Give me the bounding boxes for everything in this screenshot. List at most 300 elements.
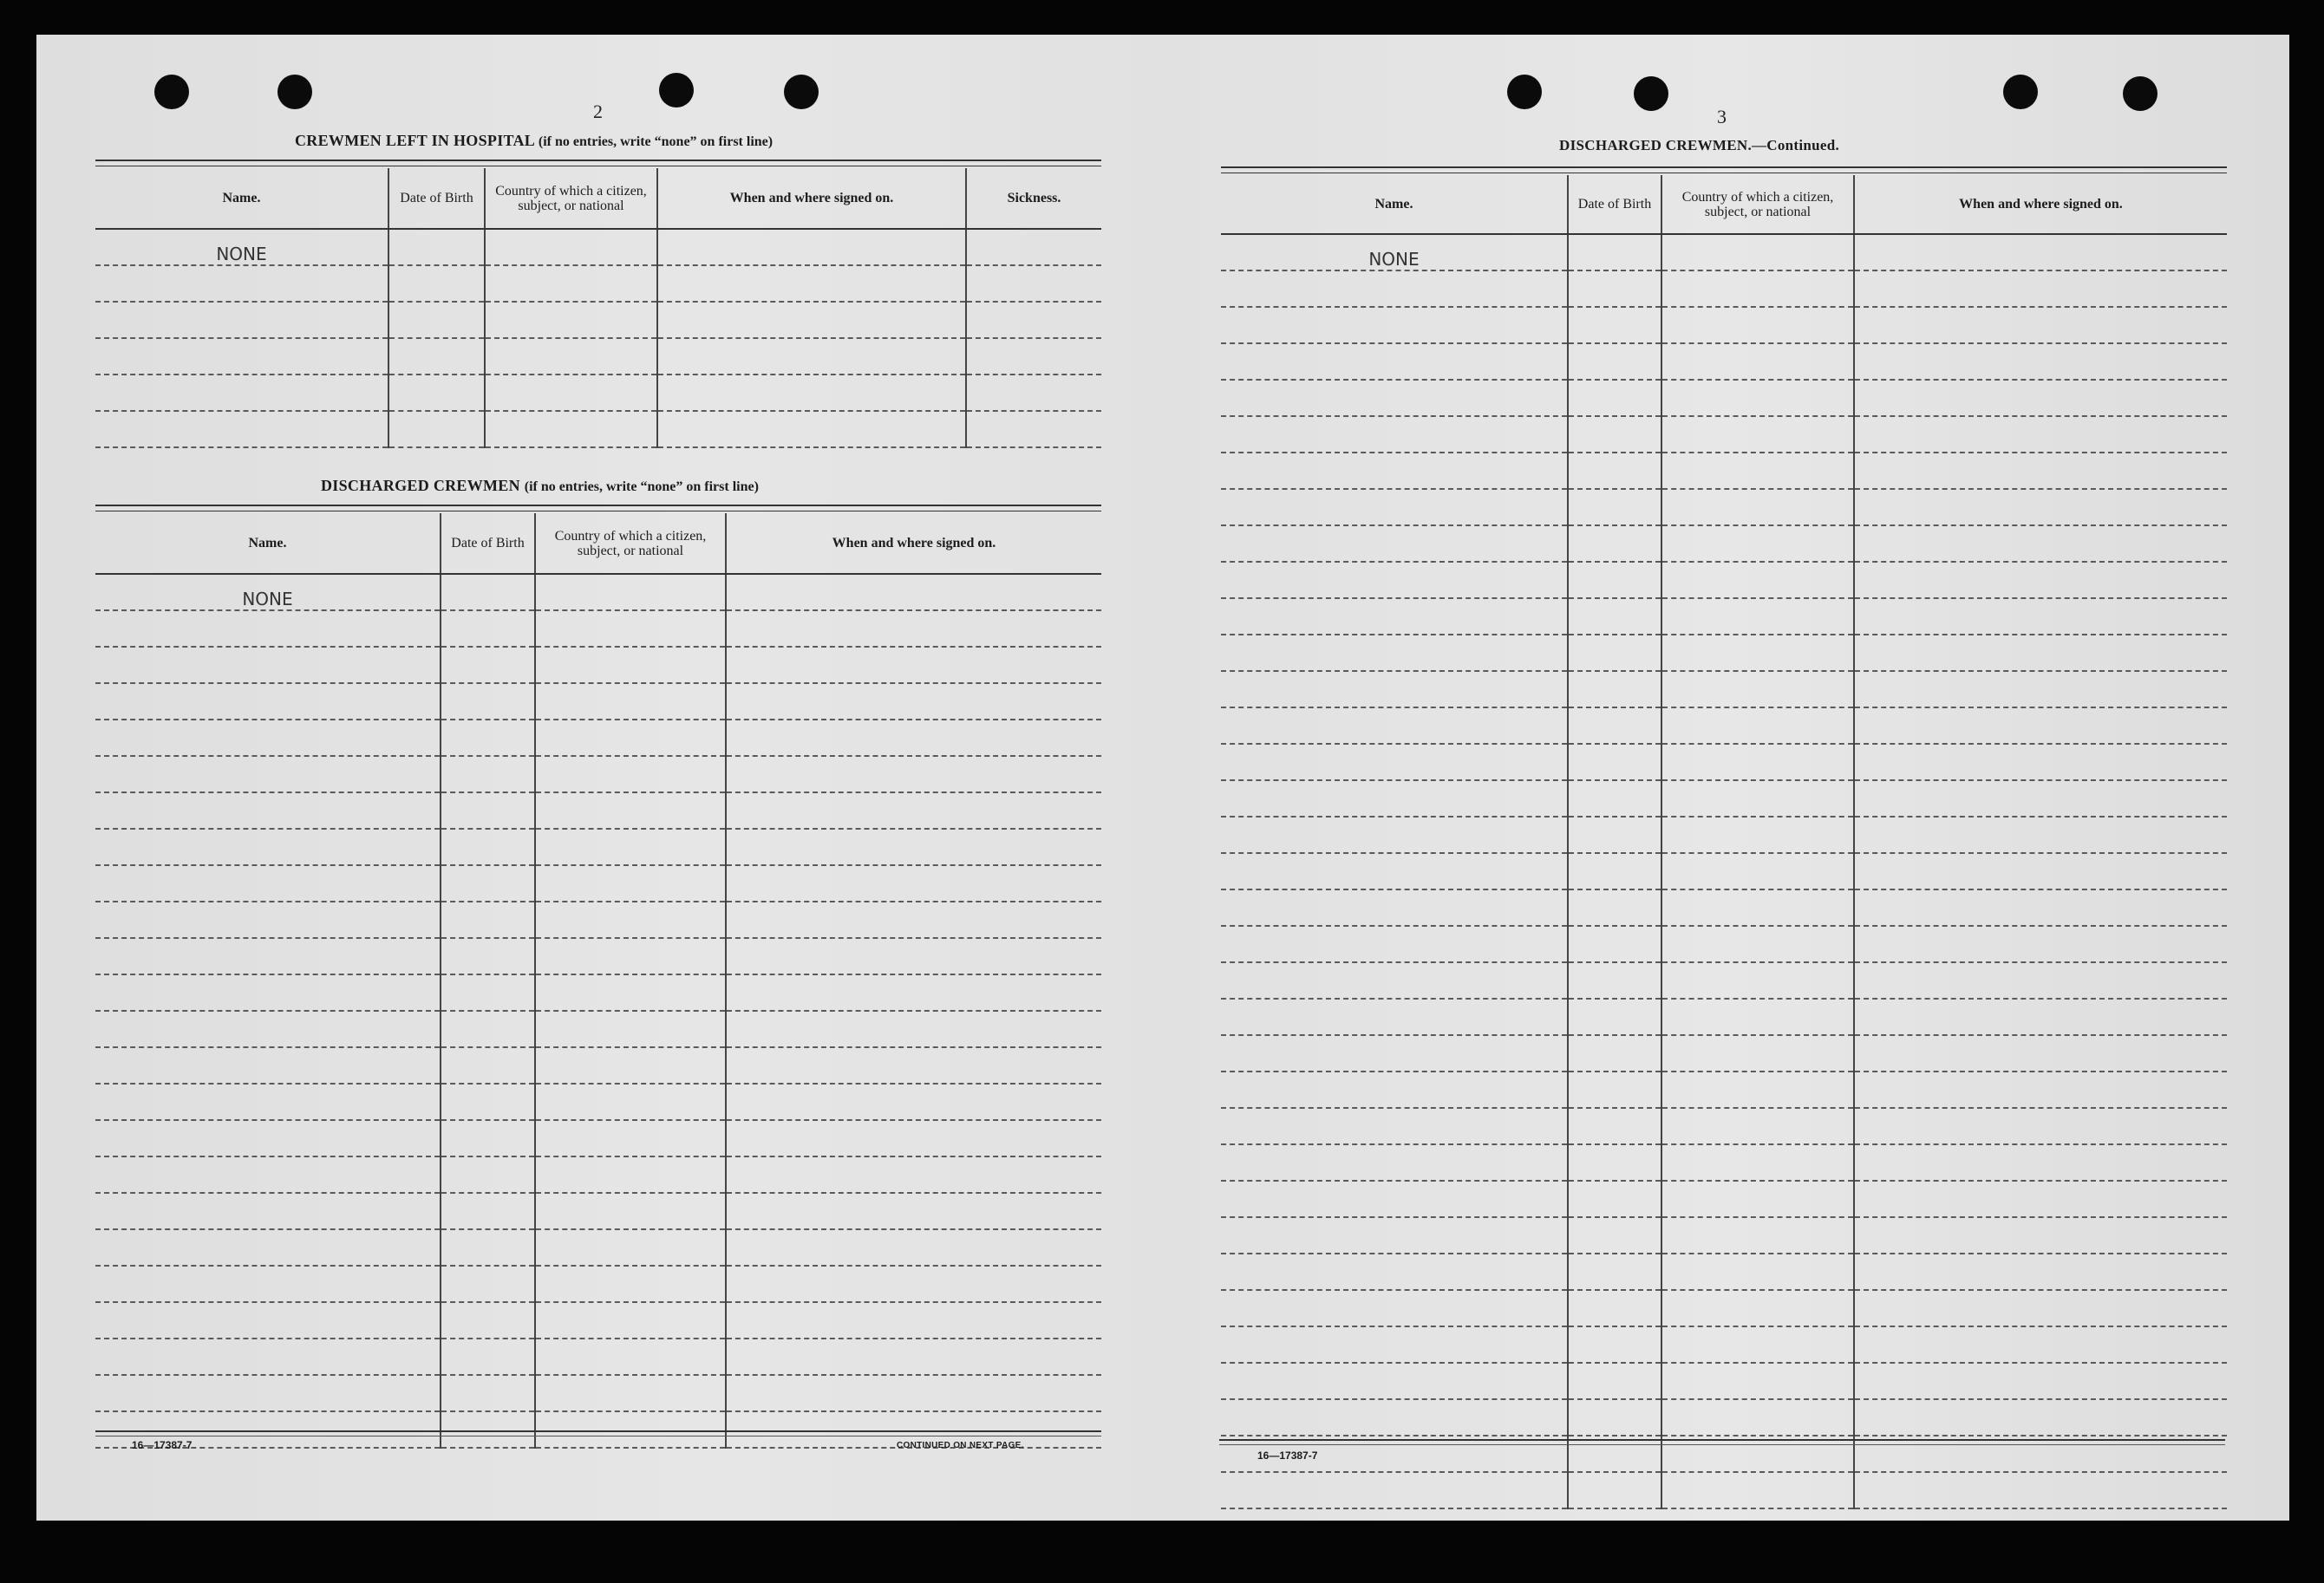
punch-hole: [154, 75, 189, 109]
signed-cell: [1854, 999, 2227, 1035]
name-cell: NONE: [95, 229, 388, 265]
country-cell: [1661, 270, 1854, 307]
signed-cell: [1854, 744, 2227, 780]
date-cell: [441, 1266, 535, 1302]
signed-cell: [657, 338, 966, 375]
date-cell: [441, 792, 535, 829]
country-cell: [1661, 744, 1854, 780]
name-cell: [1221, 525, 1568, 562]
date-cell: [1568, 307, 1661, 343]
name-cell: [95, 1266, 441, 1302]
table-row: [95, 720, 1101, 756]
signed-cell: [1854, 453, 2227, 489]
date-cell: [441, 1084, 535, 1120]
name-cell: [1221, 1472, 1568, 1508]
page-number-right: 3: [1717, 106, 1727, 127]
table-row: [1221, 1035, 2227, 1072]
sickness-cell: [966, 265, 1101, 302]
table-row: [1221, 853, 2227, 889]
hospital-table: [95, 168, 1101, 448]
name-cell: [1221, 562, 1568, 598]
name-cell: NONE: [95, 574, 441, 610]
signed-cell: [1854, 853, 2227, 889]
table-row: [1221, 1144, 2227, 1181]
name-cell: [1221, 780, 1568, 817]
table-row: [95, 375, 1101, 411]
name-cell: [95, 411, 388, 447]
name-cell: [95, 792, 441, 829]
country-cell: [1661, 707, 1854, 744]
country-cell: [1661, 1108, 1854, 1144]
signed-cell: [1854, 234, 2227, 270]
country-cell: [1661, 853, 1854, 889]
table-row: [1221, 307, 2227, 343]
date-cell: [441, 647, 535, 683]
name-cell: NONE: [1221, 234, 1568, 270]
date-cell: [1568, 1326, 1661, 1363]
table-row: [95, 1047, 1101, 1084]
signed-cell: [1854, 1472, 2227, 1508]
name-cell: [1221, 1144, 1568, 1181]
table-row: [1221, 707, 2227, 744]
signed-cell: [1854, 1144, 2227, 1181]
signed-cell: [1854, 1254, 2227, 1290]
date-cell: [441, 610, 535, 647]
country-cell: [1661, 1144, 1854, 1181]
country-cell: [1661, 817, 1854, 853]
name-cell: [95, 1193, 441, 1229]
country-cell: [1661, 234, 1854, 270]
country-cell: [535, 1266, 726, 1302]
signed-cell: [1854, 1035, 2227, 1072]
country-cell: [1661, 1290, 1854, 1326]
date-cell: [1568, 562, 1661, 598]
name-cell: [95, 1156, 441, 1193]
name-cell: [1221, 1217, 1568, 1254]
name-cell: [1221, 853, 1568, 889]
signed-cell: [657, 302, 966, 338]
country-cell: [1661, 780, 1854, 817]
table-row: [95, 829, 1101, 865]
name-cell: [1221, 307, 1568, 343]
date-cell: [441, 1193, 535, 1229]
name-cell: [95, 1302, 441, 1339]
table-row: [95, 574, 1101, 610]
table-row: [95, 1302, 1101, 1339]
col-date-of-birth: Date of Birth: [388, 168, 485, 229]
hospital-title-text: CREWMEN LEFT IN HOSPITAL: [295, 132, 535, 149]
signed-cell: [1854, 307, 2227, 343]
country-cell: [535, 1339, 726, 1375]
table-row: [1221, 1472, 2227, 1508]
punch-hole: [784, 75, 819, 109]
signed-cell: [657, 265, 966, 302]
date-cell: [441, 1156, 535, 1193]
signed-cell: [1854, 962, 2227, 999]
name-cell: [95, 302, 388, 338]
country-cell: [535, 1375, 726, 1411]
signed-cell: [657, 229, 966, 265]
signed-cell: [1854, 525, 2227, 562]
country-cell: [1661, 889, 1854, 926]
date-cell: [441, 1011, 535, 1047]
discharged-table: [95, 513, 1101, 1449]
date-cell: [441, 1411, 535, 1448]
sickness-cell: [966, 375, 1101, 411]
col-country: Country of which a citizen, subject, or national: [485, 168, 657, 229]
table-row: [1221, 1326, 2227, 1363]
name-cell: [95, 1011, 441, 1047]
signed-cell: [1854, 1217, 2227, 1254]
sickness-cell: [966, 411, 1101, 447]
signed-cell: [726, 1375, 1101, 1411]
signed-cell: [726, 902, 1101, 938]
discharged-title-note: (if no entries, write “none” on first line): [524, 479, 759, 494]
document-sheet: [36, 35, 2289, 1521]
signed-cell: [1854, 635, 2227, 671]
table-row: [95, 338, 1101, 375]
table-row: [95, 974, 1101, 1011]
name-cell: [95, 610, 441, 647]
country-cell: [1661, 926, 1854, 962]
country-cell: [535, 902, 726, 938]
table-row: [95, 865, 1101, 902]
signed-cell: [726, 1266, 1101, 1302]
table-row: [95, 1229, 1101, 1266]
country-cell: [485, 265, 657, 302]
signed-cell: [1854, 270, 2227, 307]
name-cell: [1221, 707, 1568, 744]
punch-hole: [1507, 75, 1542, 109]
table-row: [95, 792, 1101, 829]
signed-cell: [1854, 562, 2227, 598]
table-row: [1221, 234, 2227, 270]
page-number-left: 2: [593, 101, 603, 122]
left-bottom-rule: [95, 1430, 1101, 1436]
table-row: [1221, 962, 2227, 999]
country-cell: [1661, 1181, 1854, 1217]
signed-cell: [726, 865, 1101, 902]
signed-cell: [726, 683, 1101, 720]
country-cell: [485, 411, 657, 447]
date-cell: [1568, 234, 1661, 270]
country-cell: [1661, 1254, 1854, 1290]
name-cell: [95, 756, 441, 792]
col-name: Name.: [1221, 175, 1568, 234]
punch-hole: [1634, 76, 1668, 111]
country-cell: [485, 229, 657, 265]
name-cell: [95, 1120, 441, 1156]
signed-cell: [726, 1229, 1101, 1266]
date-cell: [1568, 598, 1661, 635]
col-country: Country of which a citizen, subject, or national: [535, 513, 726, 574]
signed-cell: [726, 1339, 1101, 1375]
table-row: [95, 1339, 1101, 1375]
date-cell: [441, 1047, 535, 1084]
sickness-cell: [966, 338, 1101, 375]
hospital-header-rule: [95, 160, 1101, 166]
name-cell: [1221, 889, 1568, 926]
table-row: [95, 902, 1101, 938]
country-cell: [535, 1084, 726, 1120]
country-cell: [1661, 671, 1854, 707]
table-row: [95, 1193, 1101, 1229]
name-cell: [1221, 1181, 1568, 1217]
name-cell: [95, 1339, 441, 1375]
signed-cell: [1854, 343, 2227, 380]
name-cell: [1221, 343, 1568, 380]
date-cell: [1568, 853, 1661, 889]
col-name: Name.: [95, 513, 441, 574]
table-row: [1221, 1072, 2227, 1108]
col-date-of-birth: Date of Birth: [441, 513, 535, 574]
signed-cell: [1854, 1326, 2227, 1363]
table-row: [95, 683, 1101, 720]
date-cell: [441, 1229, 535, 1266]
country-cell: [1661, 598, 1854, 635]
signed-cell: [1854, 707, 2227, 744]
date-cell: [441, 720, 535, 756]
col-country: Country of which a citizen, subject, or national: [1661, 175, 1854, 234]
table-row: [95, 756, 1101, 792]
date-cell: [441, 756, 535, 792]
name-cell: [1221, 416, 1568, 453]
col-when-where: When and where signed on.: [657, 168, 966, 229]
date-cell: [441, 865, 535, 902]
country-cell: [485, 375, 657, 411]
name-cell: [95, 829, 441, 865]
punch-hole: [277, 75, 312, 109]
signed-cell: [1854, 1363, 2227, 1399]
country-cell: [535, 1120, 726, 1156]
signed-cell: [726, 938, 1101, 974]
table-row: [1221, 453, 2227, 489]
table-row: [1221, 889, 2227, 926]
country-cell: [1661, 635, 1854, 671]
table-row: [1221, 926, 2227, 962]
country-cell: [535, 1011, 726, 1047]
name-cell: [95, 1047, 441, 1084]
table-row: [1221, 744, 2227, 780]
country-cell: [535, 1302, 726, 1339]
table-row: [1221, 598, 2227, 635]
country-cell: [535, 720, 726, 756]
signed-cell: [1854, 1290, 2227, 1326]
name-cell: [1221, 1035, 1568, 1072]
discharged-header-rule: [95, 505, 1101, 511]
date-cell: [1568, 1254, 1661, 1290]
country-cell: [1661, 489, 1854, 525]
table-row: [95, 647, 1101, 683]
discharged-continued-table: [1221, 175, 2227, 1509]
table-row: [1221, 343, 2227, 380]
signed-cell: [1854, 489, 2227, 525]
name-cell: [95, 974, 441, 1011]
right-form-number: 16—17387-7: [1257, 1449, 1318, 1462]
signed-cell: [726, 1011, 1101, 1047]
table-row: [1221, 817, 2227, 853]
date-cell: [1568, 489, 1661, 525]
date-cell: [1568, 453, 1661, 489]
date-cell: [388, 229, 485, 265]
date-cell: [388, 265, 485, 302]
hospital-section-title: [295, 132, 773, 150]
date-cell: [1568, 416, 1661, 453]
name-cell: [1221, 744, 1568, 780]
name-cell: [1221, 1326, 1568, 1363]
country-cell: [1661, 1472, 1854, 1508]
table-row: [1221, 270, 2227, 307]
discharged-section-title: [321, 477, 759, 495]
col-when-where: When and where signed on.: [726, 513, 1101, 574]
country-cell: [535, 1156, 726, 1193]
country-cell: [1661, 343, 1854, 380]
hospital-title-note: (if no entries, write “none” on first line): [538, 134, 774, 149]
date-cell: [441, 1120, 535, 1156]
name-cell: [95, 865, 441, 902]
sickness-cell: [966, 229, 1101, 265]
table-row: [1221, 1217, 2227, 1254]
name-cell: [1221, 926, 1568, 962]
discharged-continued-rule: [1221, 166, 2227, 173]
date-cell: [441, 1302, 535, 1339]
signed-cell: [726, 1156, 1101, 1193]
table-row: [1221, 380, 2227, 416]
date-cell: [1568, 343, 1661, 380]
table-row: [1221, 562, 2227, 598]
table-row: [1221, 489, 2227, 525]
date-cell: [1568, 635, 1661, 671]
country-cell: [1661, 562, 1854, 598]
date-cell: [1568, 962, 1661, 999]
date-cell: [441, 574, 535, 610]
table-row: [95, 1120, 1101, 1156]
date-cell: [1568, 999, 1661, 1035]
table-row: [1221, 780, 2227, 817]
signed-cell: [1854, 598, 2227, 635]
signed-cell: [1854, 1072, 2227, 1108]
date-cell: [1568, 744, 1661, 780]
signed-cell: [1854, 416, 2227, 453]
name-cell: [1221, 1072, 1568, 1108]
country-cell: [1661, 962, 1854, 999]
col-date-of-birth: Date of Birth: [1568, 175, 1661, 234]
continued-note: CONTINUED ON NEXT PAGE.: [897, 1441, 1024, 1450]
date-cell: [1568, 1108, 1661, 1144]
name-cell: [1221, 999, 1568, 1035]
table-row: [1221, 416, 2227, 453]
table-row: [95, 1011, 1101, 1047]
col-when-where: When and where signed on.: [1854, 175, 2227, 234]
table-row: [95, 938, 1101, 974]
date-cell: [1568, 380, 1661, 416]
date-cell: [441, 938, 535, 974]
table-row: [1221, 635, 2227, 671]
table-row: [1221, 1254, 2227, 1290]
name-cell: [1221, 962, 1568, 999]
date-cell: [388, 375, 485, 411]
date-cell: [1568, 1290, 1661, 1326]
date-cell: [1568, 707, 1661, 744]
signed-cell: [726, 974, 1101, 1011]
signed-cell: [726, 610, 1101, 647]
name-cell: [95, 902, 441, 938]
date-cell: [1568, 671, 1661, 707]
discharged-title-text: DISCHARGED CREWMEN: [321, 477, 520, 494]
country-cell: [1661, 307, 1854, 343]
country-cell: [535, 865, 726, 902]
country-cell: [485, 302, 657, 338]
date-cell: [1568, 270, 1661, 307]
country-cell: [1661, 1326, 1854, 1363]
country-cell: [535, 1193, 726, 1229]
country-cell: [535, 610, 726, 647]
signed-cell: [1854, 780, 2227, 817]
country-cell: [535, 792, 726, 829]
signed-cell: [726, 1120, 1101, 1156]
name-cell: [1221, 635, 1568, 671]
country-cell: [535, 1229, 726, 1266]
name-cell: [95, 683, 441, 720]
date-cell: [1568, 926, 1661, 962]
country-cell: [535, 974, 726, 1011]
name-cell: [1221, 671, 1568, 707]
name-cell: [95, 1375, 441, 1411]
date-cell: [441, 683, 535, 720]
country-cell: [535, 1411, 726, 1448]
name-cell: [1221, 489, 1568, 525]
name-cell: [1221, 453, 1568, 489]
date-cell: [1568, 1363, 1661, 1399]
table-row: [95, 265, 1101, 302]
signed-cell: [1854, 1181, 2227, 1217]
signed-cell: [726, 1302, 1101, 1339]
table-row: [95, 610, 1101, 647]
country-cell: [535, 683, 726, 720]
table-row: [95, 302, 1101, 338]
date-cell: [388, 302, 485, 338]
name-cell: [1221, 598, 1568, 635]
date-cell: [1568, 1072, 1661, 1108]
right-bottom-rule: [1219, 1439, 2225, 1445]
date-cell: [441, 1339, 535, 1375]
country-cell: [535, 756, 726, 792]
signed-cell: [1854, 380, 2227, 416]
table-row: [1221, 999, 2227, 1035]
signed-cell: [1854, 671, 2227, 707]
country-cell: [535, 829, 726, 865]
date-cell: [388, 411, 485, 447]
name-cell: [1221, 270, 1568, 307]
table-row: [95, 1375, 1101, 1411]
table-row: [95, 1084, 1101, 1120]
col-sickness: Sickness.: [966, 168, 1101, 229]
date-cell: [441, 829, 535, 865]
country-cell: [535, 647, 726, 683]
signed-cell: [726, 720, 1101, 756]
table-row: [1221, 1399, 2227, 1436]
punch-hole: [2003, 75, 2038, 109]
signed-cell: [1854, 1399, 2227, 1436]
country-cell: [1661, 1035, 1854, 1072]
date-cell: [1568, 780, 1661, 817]
table-row: [1221, 525, 2227, 562]
name-cell: [1221, 817, 1568, 853]
country-cell: [1661, 416, 1854, 453]
name-cell: [95, 1229, 441, 1266]
date-cell: [1568, 1035, 1661, 1072]
date-cell: [1568, 1144, 1661, 1181]
